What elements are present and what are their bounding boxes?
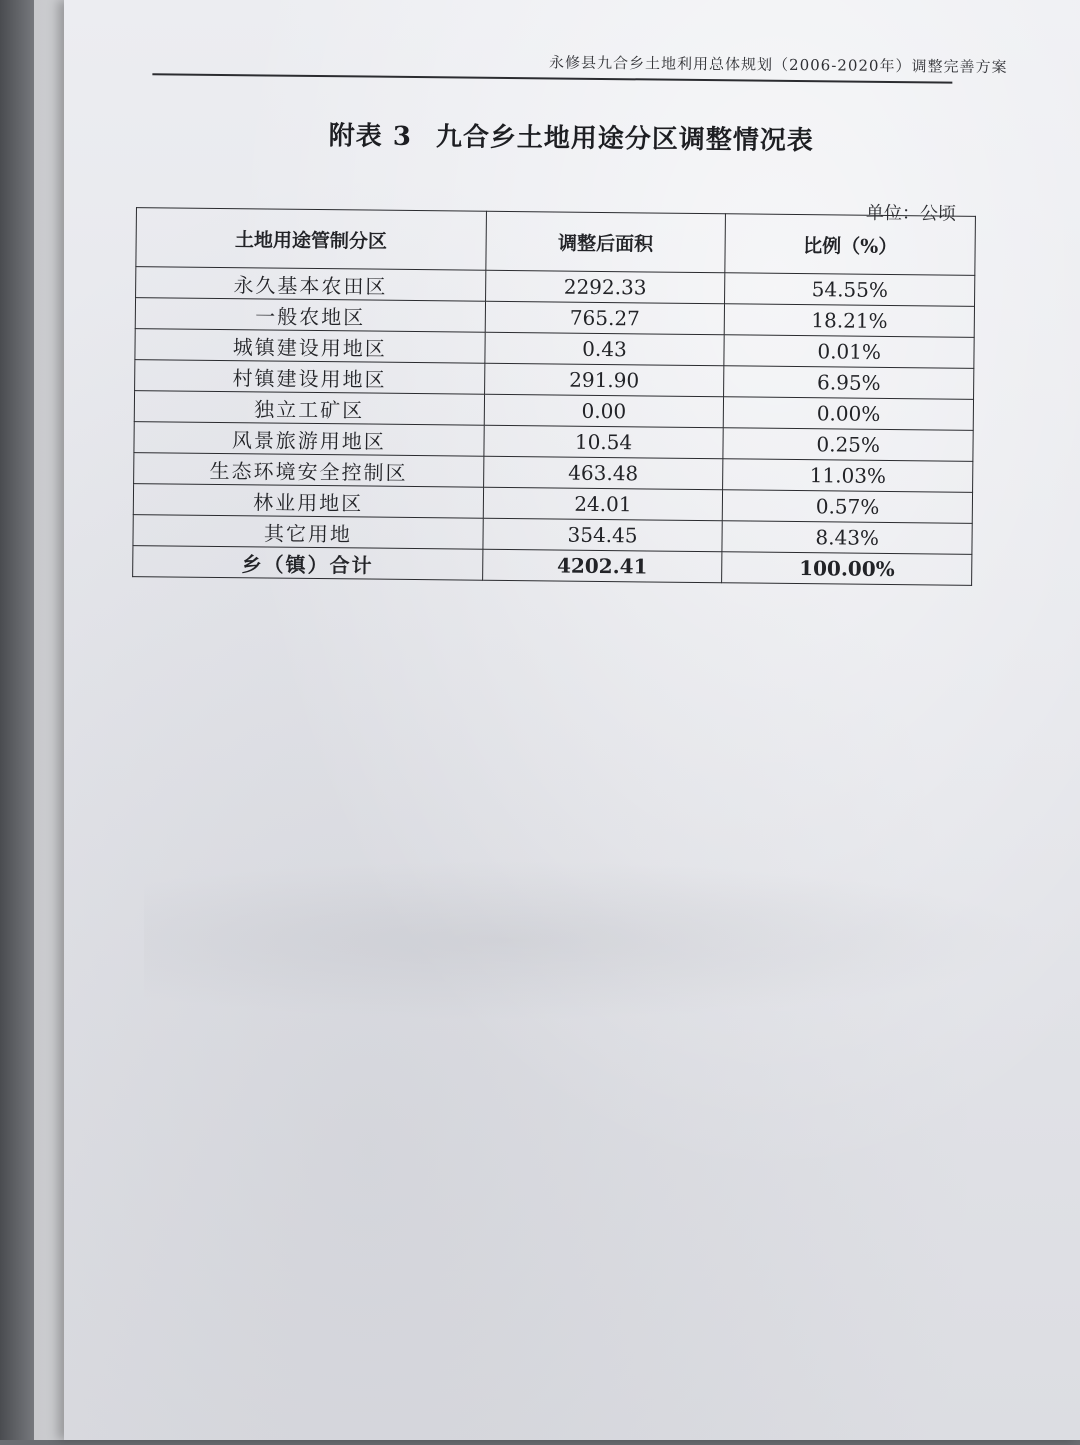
total-area-cell: 4202.41 xyxy=(482,549,722,583)
area-cell: 354.45 xyxy=(483,518,723,552)
table-header-row xyxy=(136,208,976,276)
unit-label: 单位：公顷 xyxy=(865,202,957,225)
zone-cell: 林业用地区 xyxy=(133,484,483,519)
zone-cell: 永久基本农田区 xyxy=(136,267,486,302)
zone-cell: 其它用地 xyxy=(133,515,483,550)
zone-cell: 独立工矿区 xyxy=(134,391,484,426)
ratio-cell: 18.21% xyxy=(725,304,975,338)
table-number: 附表 3 xyxy=(328,121,413,152)
document-page xyxy=(64,0,1080,1440)
area-cell: 24.01 xyxy=(483,487,723,521)
zone-cell: 风景旅游用地区 xyxy=(134,422,484,457)
page-content xyxy=(53,0,1080,1445)
zone-cell: 生态环境安全控制区 xyxy=(134,453,484,488)
ratio-cell: 6.95% xyxy=(724,366,974,400)
total-zone-cell: 乡（镇）合计 xyxy=(133,546,483,581)
area-cell: 0.00 xyxy=(484,394,724,428)
zone-cell: 城镇建设用地区 xyxy=(135,329,485,364)
area-cell: 0.43 xyxy=(485,332,725,366)
area-cell: 2292.33 xyxy=(485,270,725,304)
column-header-ratio: 比例（%） xyxy=(725,214,975,276)
ratio-cell: 0.57% xyxy=(723,490,973,524)
column-header-area: 调整后面积 xyxy=(486,211,726,273)
area-cell: 10.54 xyxy=(484,425,724,459)
zone-cell: 一般农地区 xyxy=(135,298,485,333)
ratio-cell: 0.00% xyxy=(724,397,974,431)
zone-cell: 村镇建设用地区 xyxy=(135,360,485,395)
total-ratio-cell: 100.00% xyxy=(722,552,972,586)
area-cell: 463.48 xyxy=(483,456,723,490)
area-cell: 291.90 xyxy=(484,363,724,397)
ratio-cell: 8.43% xyxy=(722,521,972,555)
table-title xyxy=(329,115,829,157)
ratio-cell: 54.55% xyxy=(725,273,975,307)
running-header: 永修县九合乡土地利用总体规划（2006-2020年）调整完善方案 xyxy=(549,53,1008,77)
column-header-zone: 土地用途管制分区 xyxy=(136,208,486,271)
ratio-cell: 0.25% xyxy=(723,428,973,462)
area-cell: 765.27 xyxy=(485,301,725,335)
ratio-cell: 0.01% xyxy=(724,335,974,369)
ratio-cell: 11.03% xyxy=(723,459,973,493)
land-use-zoning-table xyxy=(132,207,976,586)
table-title-text: 九合乡土地用途分区调整情况表 xyxy=(435,122,815,157)
